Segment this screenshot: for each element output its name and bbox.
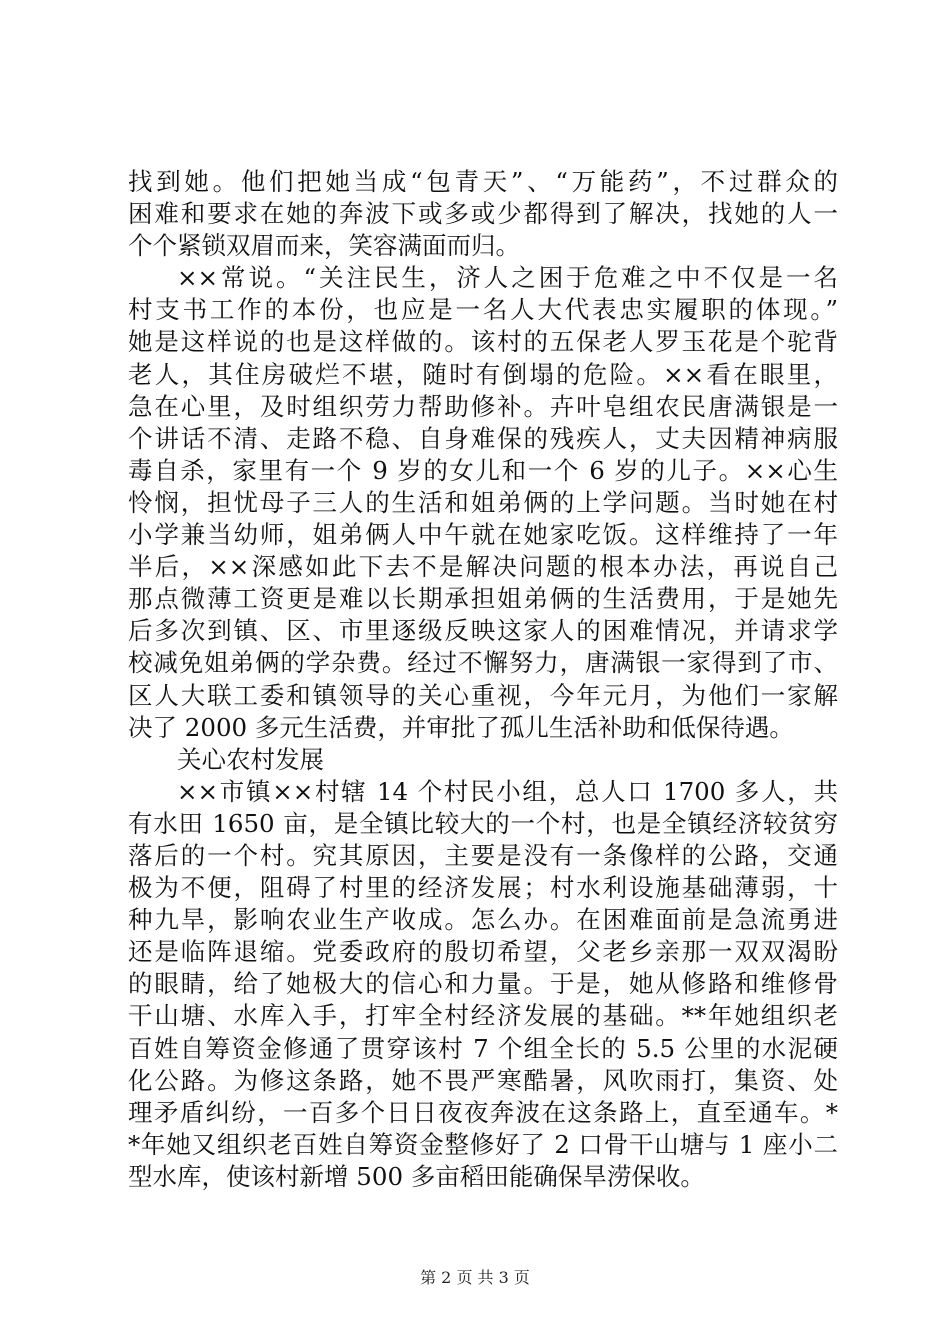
text-line: 后多次到镇、区、市里逐级反映这家人的困难情况，并请求学: [128, 616, 838, 646]
text-line: 关心农村发展: [177, 744, 324, 774]
text-line: 落后的一个村。究其原因，主要是没有一条像样的公路，交通: [128, 840, 838, 870]
text-line: 找到她。他们把她当成“包青天”、“万能药”，不过群众的: [128, 167, 838, 196]
text-line: 还是临阵退缩。党委政府的殷切希望，父老乡亲那一双双渴盼: [128, 937, 838, 967]
text-line: 化公路。为修这条路，她不畏严寒酷暑，风吹雨打，集资、处: [128, 1065, 838, 1095]
text-line: ××常说。“关注民生，济人之困于危难之中不仅是一名: [177, 263, 838, 293]
text-line: 村支书工作的本份，也应是一名人大代表忠实履职的体现。”: [128, 295, 838, 325]
text-line: 有水田 1650 亩，是全镇比较大的一个村，也是全镇经济较贫穷: [128, 808, 838, 838]
text-line: 校减免姐弟俩的学杂费。经过不懈努力，唐满银一家得到了市、: [128, 648, 838, 678]
text-line: 她是这样说的也是这样做的。该村的五保老人罗玉花是个驼背: [128, 327, 838, 357]
text-line: 极为不便，阻碍了村里的经济发展；村水利设施基础薄弱，十: [128, 873, 838, 903]
text-line: 困难和要求在她的奔波下或多或少都得到了解决，找她的人一: [128, 199, 838, 229]
text-line: 半后，××深感如此下去不是解决问题的根本办法，再说自己: [128, 552, 838, 582]
text-line: 百姓自筹资金修通了贯穿该村 7 个组全长的 5.5 公里的水泥硬: [128, 1033, 838, 1063]
text-line: 小学兼当幼师，姐弟俩人中午就在她家吃饭。这样维持了一年: [128, 520, 838, 550]
text-line: 怜悯，担忧母子三人的生活和姐弟俩的上学问题。当时她在村: [128, 487, 838, 517]
text-line: 那点微薄工资更是难以长期承担姐弟俩的生活费用，于是她先: [128, 584, 838, 614]
text-line: 的眼睛，给了她极大的信心和力量。于是，她从修路和维修骨: [128, 969, 838, 999]
body-text: [128, 166, 838, 1193]
text-line: 毒自杀，家里有一个 9 岁的女儿和一个 6 岁的儿子。××心生: [128, 455, 838, 485]
text-line: 理矛盾纠纷，一百多个日日夜夜奔波在这条路上，直至通车。*: [128, 1097, 838, 1127]
text-line: 干山塘、水库入手，打牢全村经济发展的基础。**年她组织老: [128, 1001, 838, 1031]
text-line: 个个紧锁双眉而来，笑容满面而归。: [128, 231, 520, 261]
text-line: 型水库，使该村新增 500 多亩稻田能确保旱涝保收。: [128, 1161, 705, 1191]
text-line: 急在心里，及时组织劳力帮助修补。卉叶皂组农民唐满银是一: [128, 391, 838, 421]
text-line: 老人，其住房破烂不堪，随时有倒塌的危险。××看在眼里，: [128, 359, 838, 389]
text-line: ××市镇××村辖 14 个村民小组，总人口 1700 多人，共: [177, 776, 838, 806]
text-line: 决了 2000 多元生活费，并审批了孤儿生活补助和低保待遇。: [128, 712, 794, 742]
text-line: 种九旱，影响农业生产收成。怎么办。在困难面前是急流勇进: [128, 905, 838, 935]
text-line: *年她又组织老百姓自筹资金整修好了 2 口骨干山塘与 1 座小二: [128, 1129, 838, 1159]
page-footer: 第 2 页 共 3 页: [420, 1268, 530, 1287]
text-line: 个讲话不清、走路不稳、自身难保的残疾人，丈夫因精神病服: [128, 423, 838, 453]
text-line: 区人大联工委和镇领导的关心重视，今年元月，为他们一家解: [128, 680, 838, 710]
